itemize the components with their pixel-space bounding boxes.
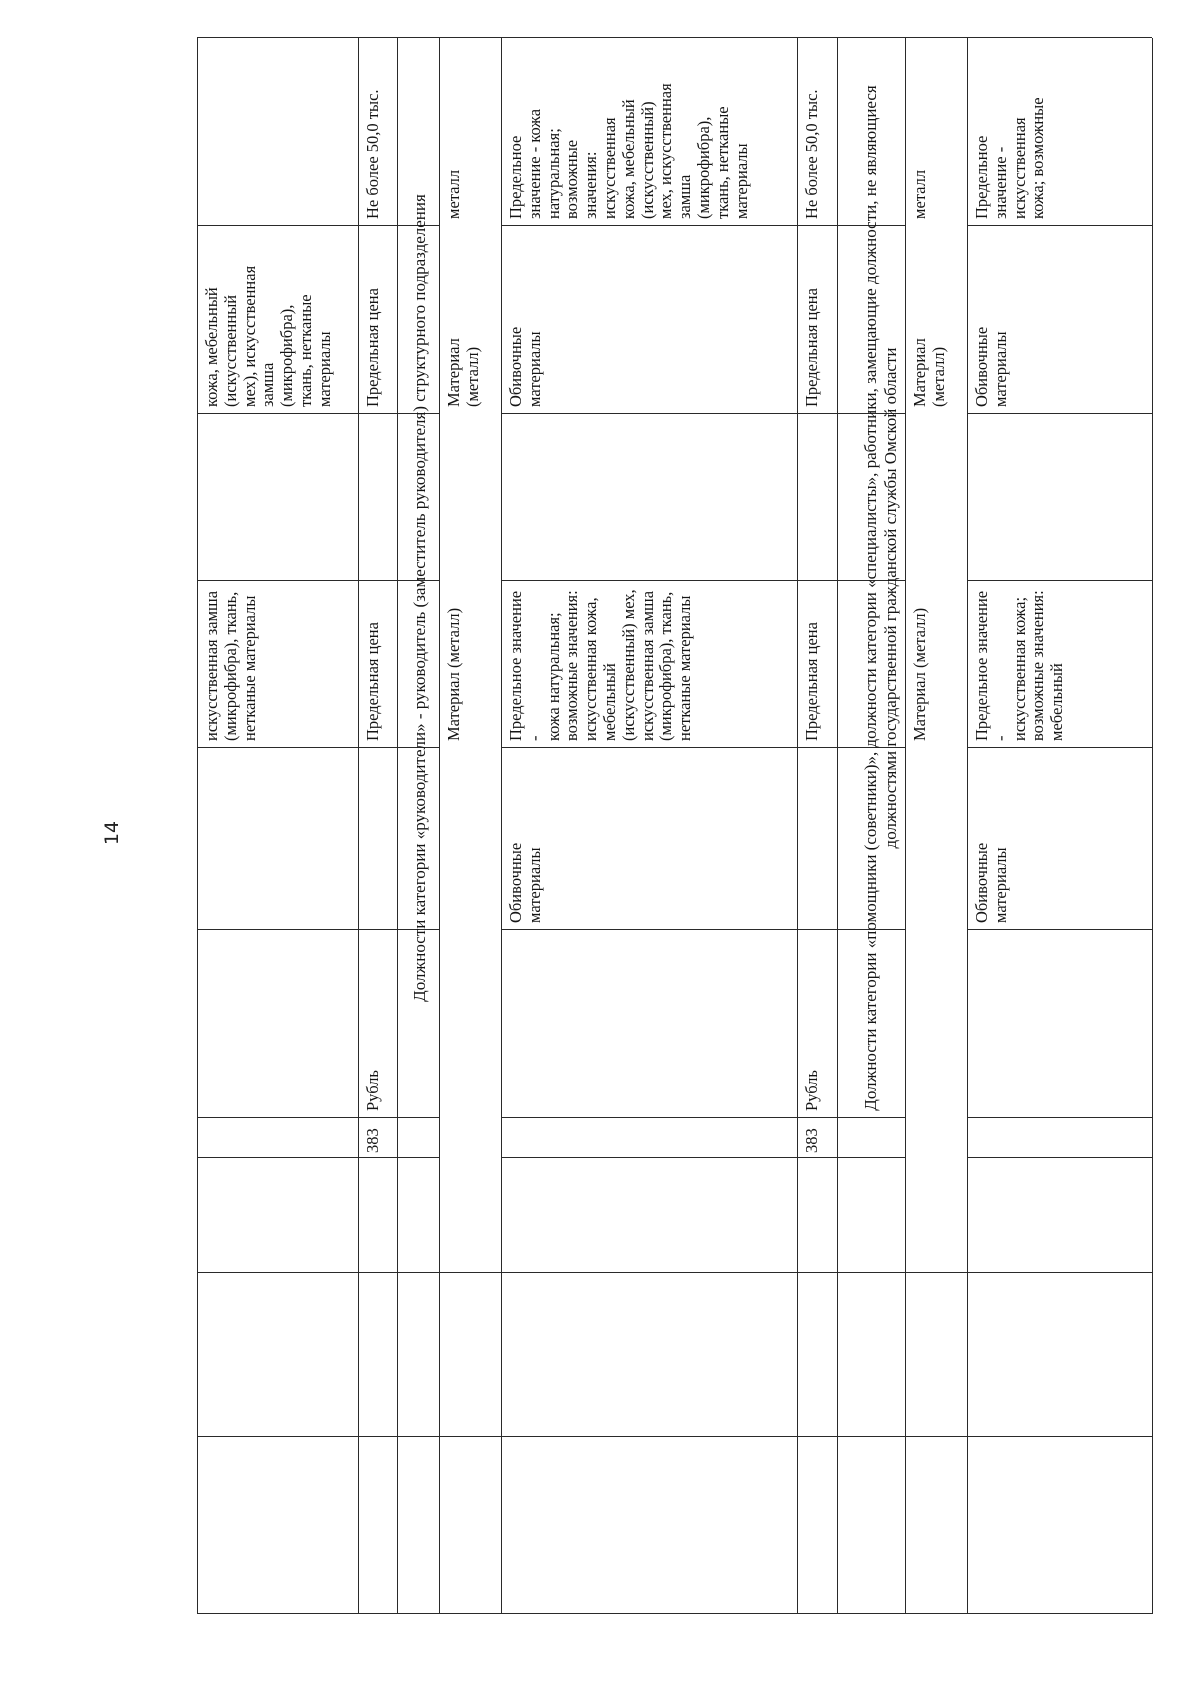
price-row-2-name: Предельная цена <box>802 622 821 741</box>
upholstery-row-1-name: Обивочные материалы <box>506 842 544 923</box>
top-row-value-cell: кожа, мебельный (искусственный мех), искусственная замша (микрофибра), ткань, нетканые материалы <box>202 265 334 407</box>
price-row-2-unit: Рубль <box>802 1070 821 1111</box>
price-row-2-value: Не более 50,0 тыс. <box>802 89 821 219</box>
rotated-table <box>197 38 1152 1614</box>
upholstery-row-1-name-b: Обивочные материалы <box>506 326 544 407</box>
price-row-1-unit: Рубль <box>363 1070 382 1111</box>
column-divider <box>197 225 439 226</box>
price-row-1-value: Не более 50,0 тыс. <box>363 89 382 219</box>
material-row-2-name: Материал (металл) <box>910 607 929 741</box>
column-divider <box>967 1157 1152 1158</box>
price-row-1-name: Предельная цена <box>363 622 382 741</box>
page-number: 14 <box>101 820 123 846</box>
section-1-title: Должности категории «руководители» - руководитель (заместитель руководителя) структурного подразделения <box>410 194 429 1002</box>
upholstery-row-1-sub: Предельное значение - кожа натуральная; возможные значения: искусственная кожа, мебельный (искусственный) мех, искусственная замша (микрофибра), ткань, нетканые материалы <box>506 589 695 741</box>
upholstery-row-2-sub: Предельное значение - искусственная кожа; возможные значения: мебельный <box>972 590 1067 741</box>
price-row-2-code: 383 <box>802 1128 821 1153</box>
section-2-title: Должности категории «помощники (советники)», должности категории «специалисты», работники, замещающие должности, не являющиеся должностями государственной гражданской службы Омской области <box>861 85 900 1111</box>
row-divider <box>397 38 398 1614</box>
column-divider <box>197 1117 439 1118</box>
top-row-sub-cell: искусственная замша (микрофибра), ткань, нетканые материалы <box>202 590 259 741</box>
price-row-1-code: 383 <box>363 1128 382 1153</box>
material-row-1-name-b: Материал (металл) <box>444 338 482 407</box>
material-row-2-name-b: Материал (металл) <box>910 338 948 407</box>
column-divider <box>501 1157 905 1158</box>
material-row-2-value: металл <box>910 169 929 219</box>
material-row-1-name: Материал (металл) <box>444 607 463 741</box>
column-divider <box>197 1436 1152 1437</box>
upholstery-row-2-value: Предельное значение - искусственная кожа; возможные <box>972 97 1048 219</box>
column-divider <box>967 1117 1152 1118</box>
upholstery-row-2-name-b: Обивочные материалы <box>972 326 1010 407</box>
column-divider <box>197 929 439 930</box>
upholstery-row-2-name: Обивочные материалы <box>972 842 1010 923</box>
column-divider <box>197 1157 439 1158</box>
column-divider <box>197 1272 1152 1273</box>
price-row-1-name-b: Предельная цена <box>363 288 382 407</box>
row-divider <box>837 38 838 1614</box>
material-row-1-value: металл <box>444 169 463 219</box>
table-border-bottom <box>1152 38 1153 1614</box>
upholstery-row-1-value: Предельное значение - кожа натуральная; возможные значения: искусственная кожа, мебельный (искусственный) мех, искусственная замша (микрофибра), ткань, нетканые материалы <box>506 83 751 219</box>
column-divider <box>501 1117 905 1118</box>
price-row-2-name-b: Предельная цена <box>802 288 821 407</box>
column-divider <box>197 1613 1152 1614</box>
